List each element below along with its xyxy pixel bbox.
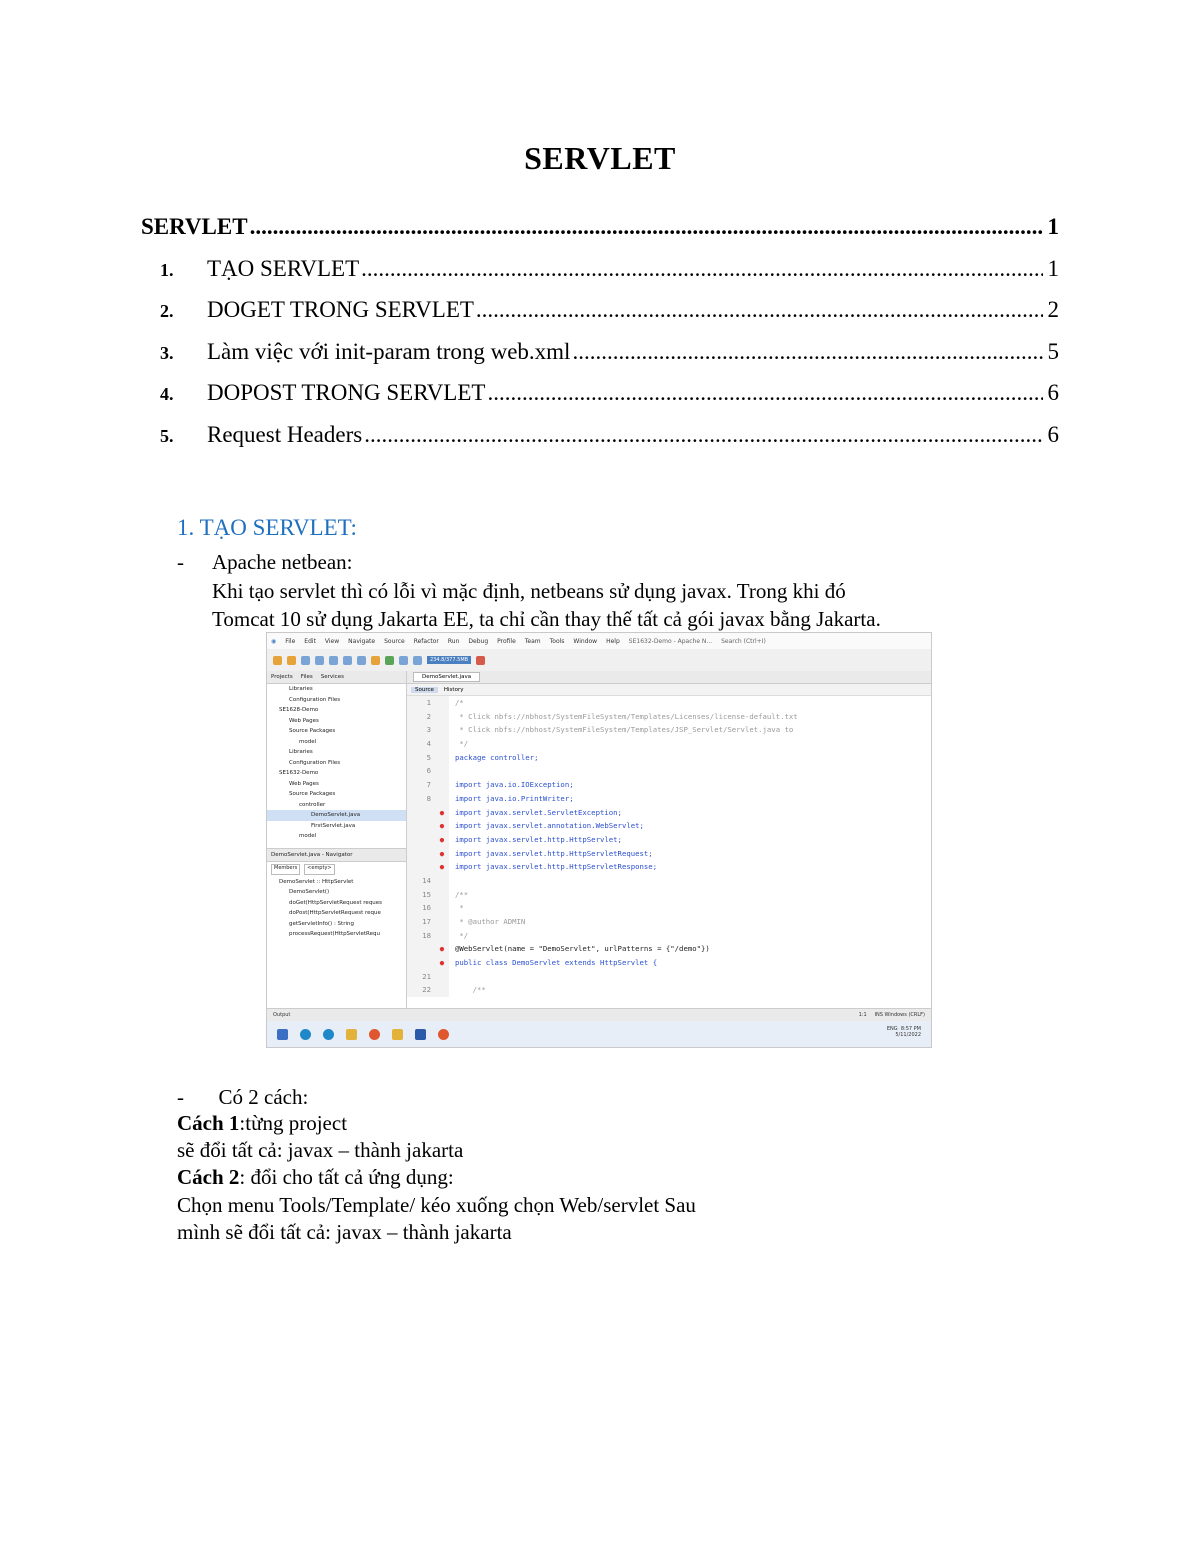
file-explorer-icon[interactable] (346, 1029, 357, 1040)
code-line[interactable] (407, 764, 931, 778)
word-icon[interactable] (415, 1029, 426, 1040)
toc-entry-text: Làm việc với init-param trong web.xml (207, 338, 571, 364)
tree-item[interactable]: Libraries (289, 749, 313, 755)
gutter (435, 929, 449, 943)
code-line[interactable] (407, 970, 931, 984)
gutter (435, 710, 449, 724)
section-heading: 1. TẠO SERVLET: (177, 515, 357, 540)
output-tab[interactable]: Output (273, 1012, 291, 1018)
tree-item[interactable]: SE1632-Demo (279, 770, 319, 776)
menu-item[interactable]: View (324, 637, 340, 645)
code-line[interactable] (407, 901, 931, 915)
members-select[interactable]: Members (271, 864, 300, 875)
navigator-item[interactable]: DemoServlet :: HttpServlet (279, 878, 354, 885)
table-of-contents (141, 214, 1059, 463)
gutter (435, 723, 449, 737)
code-line[interactable] (407, 915, 931, 929)
line-number: 14 (407, 874, 435, 888)
toc-entry-5[interactable] (141, 422, 1059, 464)
navigator-item[interactable]: doPost(HttpServletRequest reque (289, 910, 381, 916)
gutter (435, 764, 449, 778)
code-text: package controller; (455, 752, 539, 762)
filter-select[interactable]: <empty> (304, 864, 334, 875)
gutter (435, 737, 449, 751)
tab-files[interactable]: Files (300, 674, 313, 680)
menu-bar (267, 633, 931, 649)
error-marker-icon: ● (435, 860, 449, 874)
netbeans-screenshot (266, 632, 932, 1048)
line-number: 17 (407, 915, 435, 929)
toc-leader (476, 297, 1043, 323)
toc-entry-1[interactable] (141, 256, 1059, 298)
gutter (435, 901, 449, 915)
toc-leader (364, 422, 1043, 448)
netbeans-logo-icon: ◉ (271, 637, 277, 645)
toc-entry-3[interactable] (141, 339, 1059, 381)
toc-entry-number: 3. (160, 342, 174, 363)
code-line[interactable] (407, 792, 931, 806)
line-number: 7 (407, 778, 435, 792)
error-marker-icon: ● (435, 956, 449, 970)
code-text: * (455, 903, 464, 913)
method-2-detail: Chọn menu Tools/Template/ kéo xuống chọn Web/servlet Sau (177, 1193, 696, 1217)
menu-item[interactable]: Tools (549, 637, 565, 645)
toc-leader (572, 339, 1043, 365)
code-line[interactable] (407, 696, 931, 710)
source-tab[interactable]: Source (411, 687, 438, 693)
debug-icon[interactable] (399, 656, 408, 665)
method-1-detail: sẽ đổi tất cả: javax – thành jakarta (177, 1138, 464, 1162)
run-icon[interactable] (385, 656, 394, 665)
editor-subtabs (407, 684, 931, 696)
tree-item[interactable]: Source Packages (289, 791, 336, 797)
new-file-icon[interactable] (273, 656, 282, 665)
gutter (435, 983, 449, 997)
chrome-icon[interactable] (369, 1029, 380, 1040)
code-text: */ (455, 930, 469, 940)
save-all-icon[interactable] (315, 656, 324, 665)
error-marker-icon: ● (435, 833, 449, 847)
code-text: public class DemoServlet extends HttpServlet { (455, 958, 658, 968)
code-line[interactable] (407, 888, 931, 902)
bullet-dash: - (177, 550, 184, 574)
redo-icon[interactable] (343, 656, 352, 665)
code-line[interactable] (407, 751, 931, 765)
gutter (435, 751, 449, 765)
gutter (435, 915, 449, 929)
hammer-icon[interactable] (357, 656, 366, 665)
tree-item[interactable]: controller (299, 801, 326, 808)
code-text: import javax.servlet.http.HttpServletResponse; (455, 862, 658, 872)
line-number (407, 860, 435, 874)
line-number: 2 (407, 710, 435, 724)
gutter (435, 874, 449, 888)
tree-item[interactable]: Configuration Files (289, 759, 341, 766)
toc-entry-text: SERVLET (141, 214, 248, 239)
line-number (407, 942, 435, 956)
code-line[interactable] (407, 806, 931, 820)
tree-item[interactable]: FirstServlet.java (311, 822, 356, 829)
code-line[interactable] (407, 819, 931, 833)
line-number: 3 (407, 723, 435, 737)
toc-entry-4[interactable] (141, 380, 1059, 422)
toc-entry-main[interactable] (141, 214, 1059, 256)
editor-tab[interactable]: DemoServlet.java (413, 672, 480, 682)
navigator-item[interactable]: getServletInfo() : String (289, 920, 354, 927)
toc-entry-text: DOPOST TRONG SERVLET (207, 380, 486, 405)
code-text: import javax.servlet.http.HttpServletRequest; (455, 848, 653, 858)
line-number: 22 (407, 983, 435, 997)
history-tab[interactable]: History (443, 686, 464, 693)
line-number: 6 (407, 764, 435, 778)
tray-time[interactable]: 8:57 PM (900, 1026, 921, 1032)
open-project-icon[interactable] (301, 656, 310, 665)
code-line[interactable] (407, 874, 931, 888)
code-line[interactable] (407, 956, 931, 970)
tab-services[interactable]: Services (320, 674, 344, 680)
menu-item[interactable]: Team (524, 637, 541, 645)
menu-item[interactable]: Navigate (348, 637, 376, 645)
search-input[interactable]: Search (Ctrl+I) (721, 637, 766, 645)
bullet-dash: - (177, 1085, 184, 1109)
menu-item[interactable]: Debug (468, 637, 489, 645)
code-line[interactable] (407, 942, 931, 956)
tree-item[interactable]: Web Pages (289, 780, 319, 787)
toc-entry-page: 6 (1047, 421, 1059, 447)
tree-item[interactable]: SE1628-Demo (279, 707, 319, 713)
netbeans-icon[interactable] (438, 1029, 449, 1040)
method-2-label: Cách 2 (177, 1165, 240, 1189)
code-line[interactable] (407, 778, 931, 792)
tree-item[interactable]: model (299, 833, 317, 839)
method-1-line (177, 1109, 347, 1137)
menu-item[interactable]: Source (384, 637, 405, 645)
profile-icon[interactable] (413, 656, 422, 665)
bullet-label: Apache netbean: (212, 550, 353, 574)
code-text: import javax.servlet.http.HttpServlet; (455, 834, 622, 844)
bullet-label: Có 2 cách: (218, 1085, 309, 1109)
code-line[interactable] (407, 710, 931, 724)
clean-build-icon[interactable] (371, 656, 380, 665)
menu-item[interactable]: File (285, 637, 296, 645)
menu-item[interactable]: Refactor (413, 637, 439, 645)
line-number (407, 806, 435, 820)
line-number (407, 819, 435, 833)
line-number: 1 (407, 696, 435, 710)
new-project-icon[interactable] (287, 656, 296, 665)
toc-leader (487, 380, 1043, 406)
menu-item[interactable]: Window (573, 637, 598, 645)
toc-entry-page: 6 (1047, 380, 1059, 405)
code-text: import java.io.IOException; (455, 780, 574, 790)
toc-entry-2[interactable] (141, 297, 1059, 339)
gutter (435, 970, 449, 984)
search-icon[interactable] (300, 1029, 311, 1040)
method-2-text: : đổi cho tất cả ứng dụng: (239, 1165, 454, 1189)
line-number: 16 (407, 901, 435, 915)
code-text: import javax.servlet.annotation.WebServlet; (455, 821, 644, 831)
windows-taskbar (267, 1021, 931, 1047)
gutter (435, 792, 449, 806)
document-title: SERVLET (524, 140, 676, 176)
gutter (435, 696, 449, 710)
projects-panel (267, 671, 407, 1009)
tree-item[interactable]: Web Pages (289, 717, 319, 724)
menu-item[interactable]: Edit (304, 637, 316, 645)
code-text (449, 764, 455, 778)
toc-entry-number: 2. (160, 301, 174, 321)
toc-entry-page: 1 (1047, 214, 1059, 239)
line-number: 8 (407, 792, 435, 806)
toc-leader (361, 256, 1043, 282)
line-number: 5 (407, 751, 435, 765)
window-title: SE1632-Demo - Apache N... (628, 637, 713, 645)
tree-item[interactable]: Source Packages (289, 728, 336, 734)
app-icon[interactable] (392, 1029, 403, 1040)
line-number: 18 (407, 929, 435, 943)
gc-icon[interactable] (476, 656, 485, 665)
toc-entry-text: DOGET TRONG SERVLET (207, 297, 474, 322)
toc-entry-number: 1. (160, 259, 174, 280)
line-number (407, 956, 435, 970)
method-2-line (177, 1163, 454, 1191)
gutter (435, 778, 449, 792)
menu-item[interactable]: Run (447, 637, 460, 645)
code-line[interactable] (407, 860, 931, 874)
toc-entry-page: 2 (1047, 297, 1059, 322)
code-line[interactable] (407, 723, 931, 737)
code-text: @WebServlet(name = "DemoServlet", urlPatterns = {"/demo"}) (455, 944, 710, 954)
error-marker-icon: ● (435, 819, 449, 833)
code-line[interactable] (407, 847, 931, 861)
toc-entry-number: 4. (160, 384, 174, 404)
code-editor (407, 671, 931, 1009)
code-text: * Click nbfs://nbhost/SystemFileSystem/Templates/JSP_Servlet/Servlet.java to (455, 725, 794, 735)
menu-item[interactable]: Profile (497, 637, 516, 645)
toc-entry-number: 5. (160, 425, 174, 446)
editor-mode: INS Windows (CRLF) (874, 1012, 925, 1018)
gutter (435, 888, 449, 902)
method-1-text: :từng project (239, 1111, 348, 1135)
tree-item[interactable]: model (299, 738, 317, 745)
line-number: 15 (407, 888, 435, 902)
panel-tabs (267, 671, 406, 684)
tree-item-selected[interactable]: DemoServlet.java (267, 810, 406, 821)
code-text (449, 970, 455, 984)
toc-entry-text: TẠO SERVLET (207, 255, 360, 281)
navigator-title: DemoServlet.java - Navigator (267, 848, 406, 862)
toc-entry-page: 5 (1047, 338, 1059, 364)
code-text: import javax.servlet.ServletException; (455, 807, 622, 817)
windows-start-icon[interactable] (277, 1029, 288, 1040)
toc-entry-text: Request Headers (207, 421, 363, 447)
navigator-item[interactable]: processRequest(HttpServletRequ (289, 931, 380, 937)
language-indicator[interactable]: ENG (886, 1026, 898, 1032)
toolbar (267, 649, 931, 672)
system-tray (887, 1026, 921, 1038)
code-line[interactable] (407, 737, 931, 751)
error-marker-icon: ● (435, 942, 449, 956)
code-line[interactable] (407, 929, 931, 943)
paragraph-line: Tomcat 10 sử dụng Jakarta EE, ta chỉ cần thay thế tất cả gói javax bằng Jakarta. (212, 607, 881, 631)
tray-date[interactable]: 5/11/2022 (895, 1032, 921, 1038)
line-number (407, 833, 435, 847)
memory-indicator[interactable]: 234.8/377.5MB (427, 656, 471, 664)
code-text: */ (455, 739, 469, 749)
code-text: * @author ADMIN (455, 917, 526, 926)
line-number: 21 (407, 970, 435, 984)
code-text: /** (455, 985, 486, 995)
code-text: /** (455, 889, 469, 899)
code-text (449, 874, 455, 888)
code-line[interactable] (407, 983, 931, 997)
method-2-detail: mình sẽ đổi tất cả: javax – thành jakarta (177, 1220, 512, 1244)
toc-leader (250, 214, 1043, 240)
cursor-position: 1:1 (858, 1012, 867, 1018)
editor-tabs (407, 671, 931, 684)
navigator-item[interactable]: doGet(HttpServletRequest reques (289, 899, 383, 906)
status-bar (267, 1008, 931, 1021)
error-marker-icon: ● (435, 847, 449, 861)
edge-icon[interactable] (323, 1029, 334, 1040)
line-number: 4 (407, 737, 435, 751)
navigator-item[interactable]: DemoServlet() (289, 889, 330, 895)
tab-projects[interactable]: Projects (271, 674, 293, 680)
toc-entry-page: 1 (1047, 255, 1059, 281)
bullet-line (177, 1083, 308, 1111)
tree-item[interactable]: Configuration Files (289, 696, 341, 703)
error-marker-icon: ● (435, 806, 449, 820)
line-number (407, 847, 435, 861)
tree-item[interactable]: Libraries (289, 686, 313, 692)
code-text: * Click nbfs://nbhost/SystemFileSystem/Templates/Licenses/license-default.txt (455, 711, 798, 721)
method-1-label: Cách 1 (177, 1111, 240, 1135)
menu-item[interactable]: Help (606, 637, 620, 645)
undo-icon[interactable] (329, 656, 338, 665)
code-text: /* (455, 698, 464, 707)
code-line[interactable] (407, 833, 931, 847)
paragraph-line: Khi tạo servlet thì có lỗi vì mặc định, netbeans sử dụng javax. Trong khi đó (212, 579, 846, 603)
navigator-filter (267, 862, 406, 877)
code-area[interactable] (407, 696, 931, 997)
code-text: import java.io.PrintWriter; (455, 793, 574, 803)
